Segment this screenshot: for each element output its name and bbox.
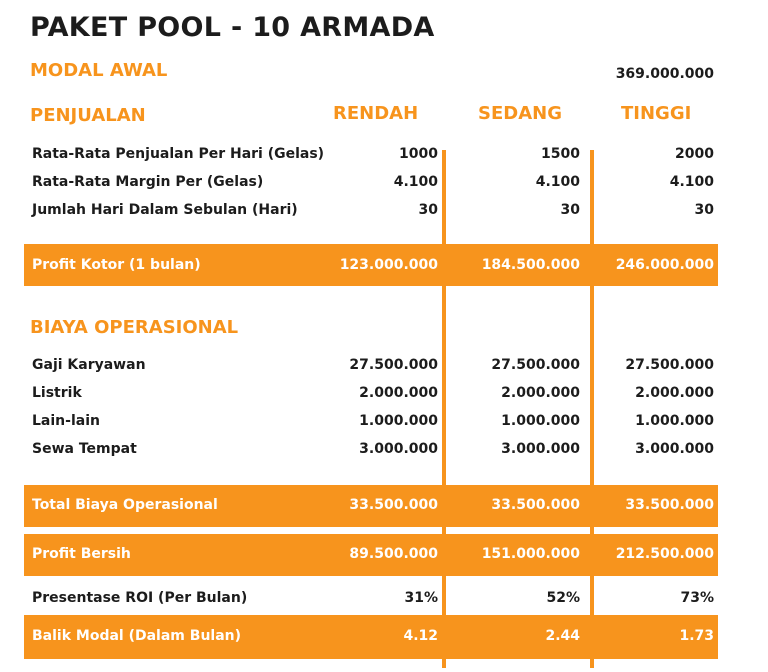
profit-kotor-sedang: 184.500.000 — [481, 257, 580, 273]
total-biaya-sedang: 33.500.000 — [491, 497, 580, 513]
biaya-operasional-label: BIAYA OPERASIONAL — [30, 317, 239, 338]
row-label: Listrik — [32, 385, 82, 401]
profit-bersih-tinggi: 212.500.000 — [615, 546, 714, 562]
penjualan-label: PENJUALAN — [30, 105, 146, 126]
row-label: Lain-lain — [32, 413, 100, 429]
column-header-sedang: SEDANG — [478, 103, 562, 124]
roi-sedang: 52% — [546, 590, 580, 606]
value-sedang: 30 — [560, 202, 580, 218]
value-rendah: 27.500.000 — [349, 357, 438, 373]
profit-kotor-rendah: 123.000.000 — [339, 257, 438, 273]
row-label: Gaji Karyawan — [32, 357, 146, 373]
roi-tinggi: 73% — [680, 590, 714, 606]
value-sedang: 1.000.000 — [501, 413, 580, 429]
balik-modal-label: Balik Modal (Dalam Bulan) — [32, 628, 242, 644]
profit-kotor-tinggi: 246.000.000 — [615, 257, 714, 273]
row-label: Jumlah Hari Dalam Sebulan (Hari) — [32, 202, 298, 218]
balik-modal-tinggi: 1.73 — [679, 628, 714, 644]
modal-awal-label: MODAL AWAL — [30, 60, 168, 81]
value-sedang: 3.000.000 — [501, 441, 580, 457]
value-sedang: 27.500.000 — [491, 357, 580, 373]
profit-bersih-label: Profit Bersih — [32, 546, 131, 562]
roi-rendah: 31% — [404, 590, 438, 606]
total-biaya-tinggi: 33.500.000 — [625, 497, 714, 513]
value-rendah: 30 — [418, 202, 438, 218]
roi-label: Presentase ROI (Per Bulan) — [32, 590, 248, 606]
value-tinggi: 3.000.000 — [635, 441, 714, 457]
column-header-rendah: RENDAH — [333, 103, 419, 124]
column-divider-2 — [590, 150, 594, 668]
profit-bersih-sedang: 151.000.000 — [481, 546, 580, 562]
total-biaya-label: Total Biaya Operasional — [32, 497, 218, 513]
value-tinggi: 1.000.000 — [635, 413, 714, 429]
balik-modal-sedang: 2.44 — [545, 628, 580, 644]
value-tinggi: 2000 — [675, 146, 714, 162]
value-sedang: 2.000.000 — [501, 385, 580, 401]
total-biaya-rendah: 33.500.000 — [349, 497, 438, 513]
row-label: Rata-Rata Margin Per (Gelas) — [32, 174, 264, 190]
balik-modal-rendah: 4.12 — [403, 628, 438, 644]
value-tinggi: 27.500.000 — [625, 357, 714, 373]
value-sedang: 4.100 — [535, 174, 580, 190]
value-tinggi: 30 — [694, 202, 714, 218]
row-label: Rata-Rata Penjualan Per Hari (Gelas) — [32, 146, 325, 162]
row-label: Sewa Tempat — [32, 441, 137, 457]
value-sedang: 1500 — [541, 146, 580, 162]
value-rendah: 4.100 — [393, 174, 438, 190]
value-rendah: 3.000.000 — [359, 441, 438, 457]
page-title: PAKET POOL - 10 ARMADA — [30, 12, 435, 43]
modal-awal-value: 369.000.000 — [615, 66, 714, 82]
value-tinggi: 2.000.000 — [635, 385, 714, 401]
column-divider-1 — [442, 150, 446, 668]
value-rendah: 1.000.000 — [359, 413, 438, 429]
value-rendah: 2.000.000 — [359, 385, 438, 401]
profit-bersih-rendah: 89.500.000 — [349, 546, 438, 562]
column-header-tinggi: TINGGI — [621, 103, 692, 124]
value-tinggi: 4.100 — [669, 174, 714, 190]
profit-kotor-label: Profit Kotor (1 bulan) — [32, 257, 201, 273]
value-rendah: 1000 — [399, 146, 438, 162]
